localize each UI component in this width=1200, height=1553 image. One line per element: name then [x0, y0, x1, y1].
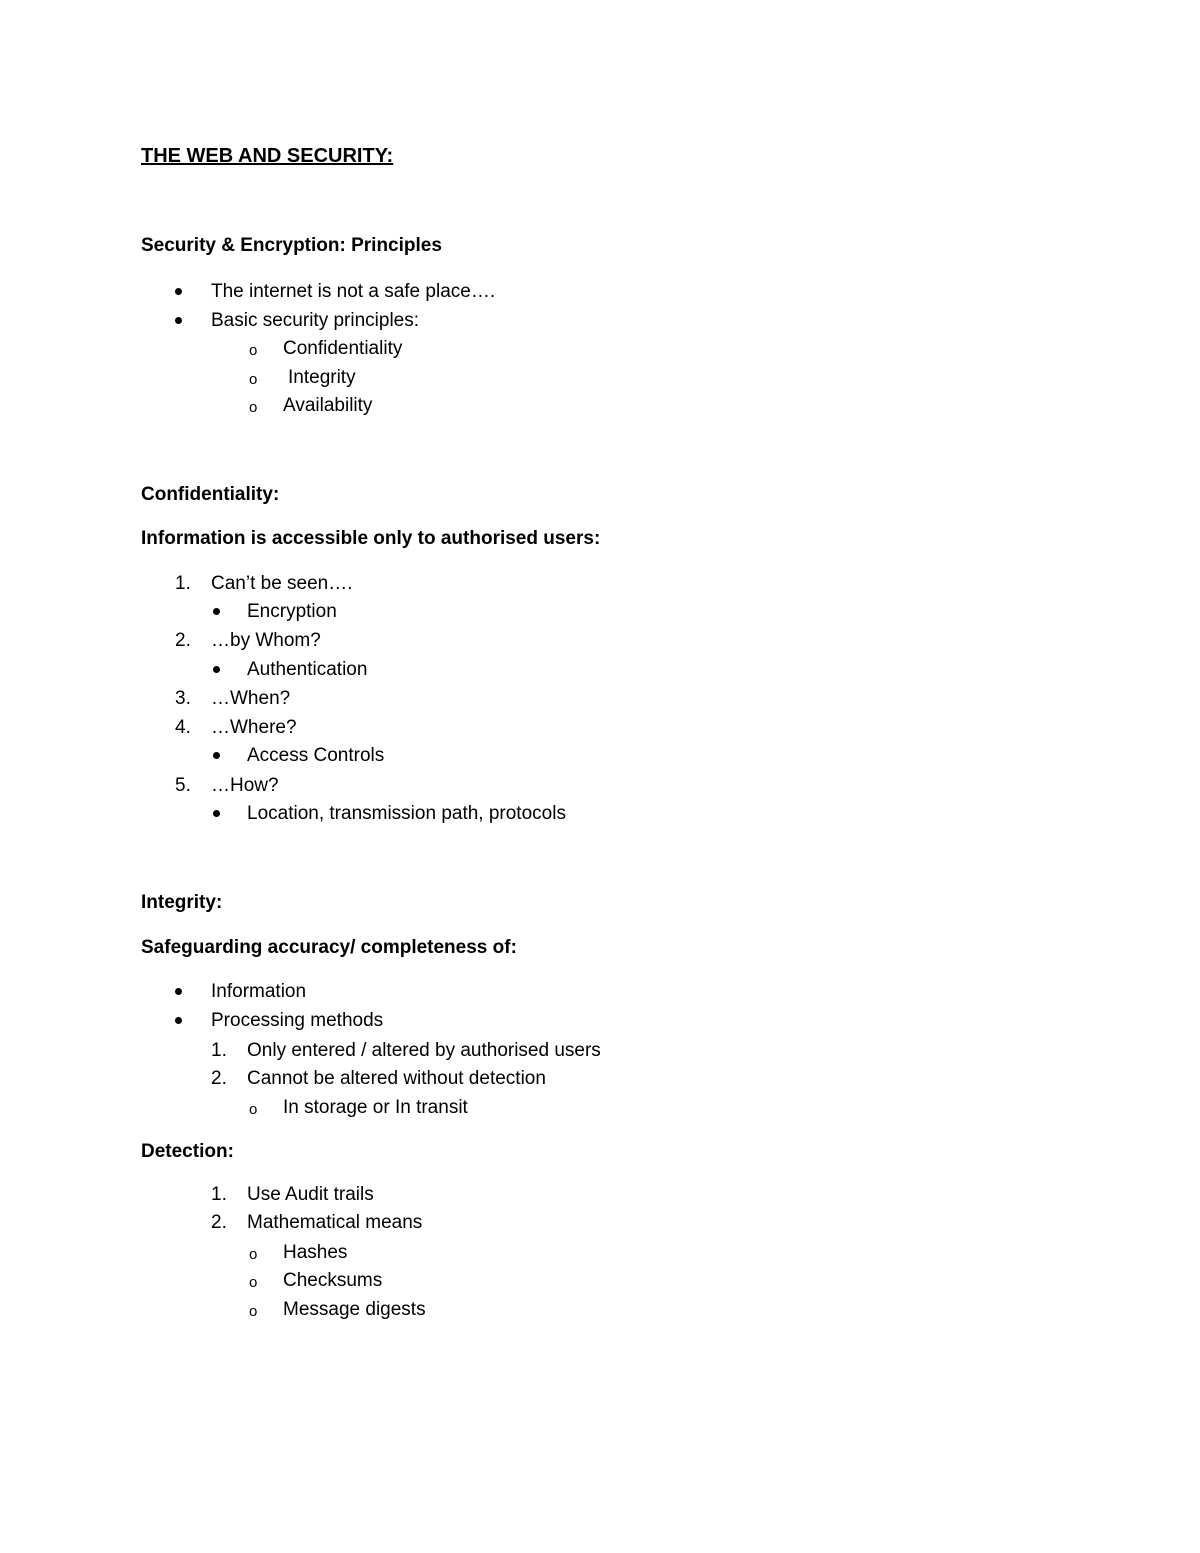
list-number: 3.	[175, 688, 191, 709]
list-item: Can’t be seen….	[211, 573, 353, 594]
section-subheading-integrity: Safeguarding accuracy/ completeness of:	[141, 937, 517, 958]
circle-bullet-icon: o	[249, 342, 258, 359]
list-number: 1.	[175, 573, 191, 594]
list-item: Information	[211, 981, 307, 1002]
circle-bullet-icon: o	[249, 1246, 258, 1263]
list-item: Processing methods	[211, 1010, 384, 1031]
circle-bullet-icon: o	[249, 1303, 258, 1320]
section-subheading-confidentiality: Information is accessible only to authorised users:	[141, 528, 601, 549]
list-subitem: Integrity	[288, 367, 356, 388]
list-item: The internet is not a safe place….	[211, 281, 496, 302]
list-subitem: Encryption	[247, 601, 337, 622]
list-number: 2.	[175, 630, 191, 651]
list-item: …How?	[211, 775, 279, 796]
list-number: 4.	[175, 717, 191, 738]
section-heading-detection: Detection:	[141, 1141, 234, 1162]
circle-bullet-icon: o	[249, 399, 258, 416]
page-title: THE WEB AND SECURITY:	[141, 145, 394, 167]
list-number: 1.	[211, 1184, 227, 1205]
list-subitem: In storage or In transit	[283, 1097, 468, 1118]
list-subitem: Cannot be altered without detection	[247, 1068, 546, 1089]
list-number: 1.	[211, 1040, 227, 1061]
section-heading-integrity: Integrity:	[141, 892, 223, 913]
list-item: …by Whom?	[211, 630, 321, 651]
list-subitem: Use Audit trails	[247, 1184, 374, 1205]
list-subitem: Checksums	[283, 1270, 383, 1291]
list-subitem: Location, transmission path, protocols	[247, 803, 566, 824]
circle-bullet-icon: o	[249, 1101, 258, 1118]
list-item: …Where?	[211, 717, 297, 738]
list-item: …When?	[211, 688, 291, 709]
section-heading-confidentiality: Confidentiality:	[141, 484, 280, 505]
list-subitem: Only entered / altered by authorised users	[247, 1040, 601, 1061]
circle-bullet-icon: o	[249, 371, 258, 388]
list-subitem: Mathematical means	[247, 1212, 423, 1233]
list-subitem: Availability	[283, 395, 373, 416]
list-subitem: Access Controls	[247, 745, 385, 766]
section-heading-principles: Security & Encryption: Principles	[141, 235, 442, 256]
list-subitem: Confidentiality	[283, 338, 403, 359]
list-subitem: Hashes	[283, 1242, 348, 1263]
list-subitem: Message digests	[283, 1299, 426, 1320]
list-subitem: Authentication	[247, 659, 368, 680]
list-number: 2.	[211, 1212, 227, 1233]
list-number: 5.	[175, 775, 191, 796]
list-item: Basic security principles:	[211, 310, 420, 331]
list-number: 2.	[211, 1068, 227, 1089]
circle-bullet-icon: o	[249, 1274, 258, 1291]
